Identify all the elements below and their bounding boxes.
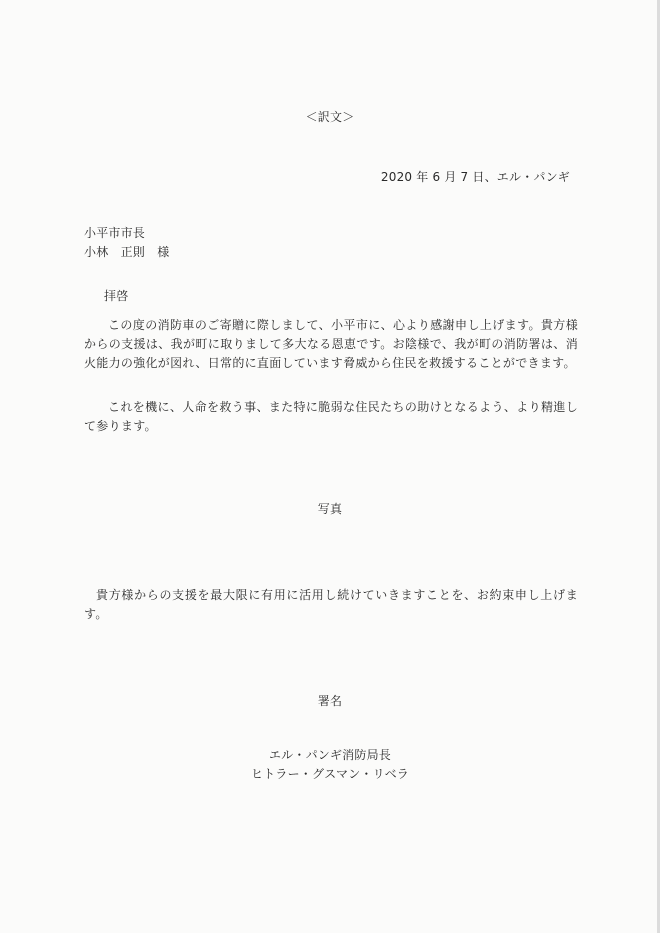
paragraph-1: この度の消防車のご寄贈に際しまして、小平市に、心より感謝申し上げます。貴方様からの支援は、我が町に取りまして多大なる恩恵です。お陰様で、我が町の消防署は、消火能力の強化が図れ、日常的に直面しています脅威から住民を救援することができます。 — [84, 318, 578, 370]
signer-name: ヒトラー・グスマン・リベラ — [250, 767, 409, 781]
salutation: 拝啓 — [104, 289, 129, 303]
paragraph-2: これを機に、人命を救う事、また特に脆弱な住民たちの助けとなるよう、より精進して参ります。 — [84, 400, 578, 433]
date-line: 2020 年 6 月 7 日、エル・パンギ — [380, 170, 570, 184]
addressee-line-2: 小林 正則 様 — [84, 245, 170, 259]
signature-label: 署名 — [317, 694, 343, 708]
addressee-line-1: 小平市市長 — [84, 226, 146, 240]
paragraph-3: 貴方様からの支援を最大限に有用に活用し続けていきますことを、お約束申し上げます。 — [84, 588, 578, 621]
document-heading: ＜訳文＞ — [305, 110, 355, 124]
signer-title: エル・パンギ消防局長 — [268, 748, 391, 762]
photo-label: 写真 — [317, 502, 343, 516]
